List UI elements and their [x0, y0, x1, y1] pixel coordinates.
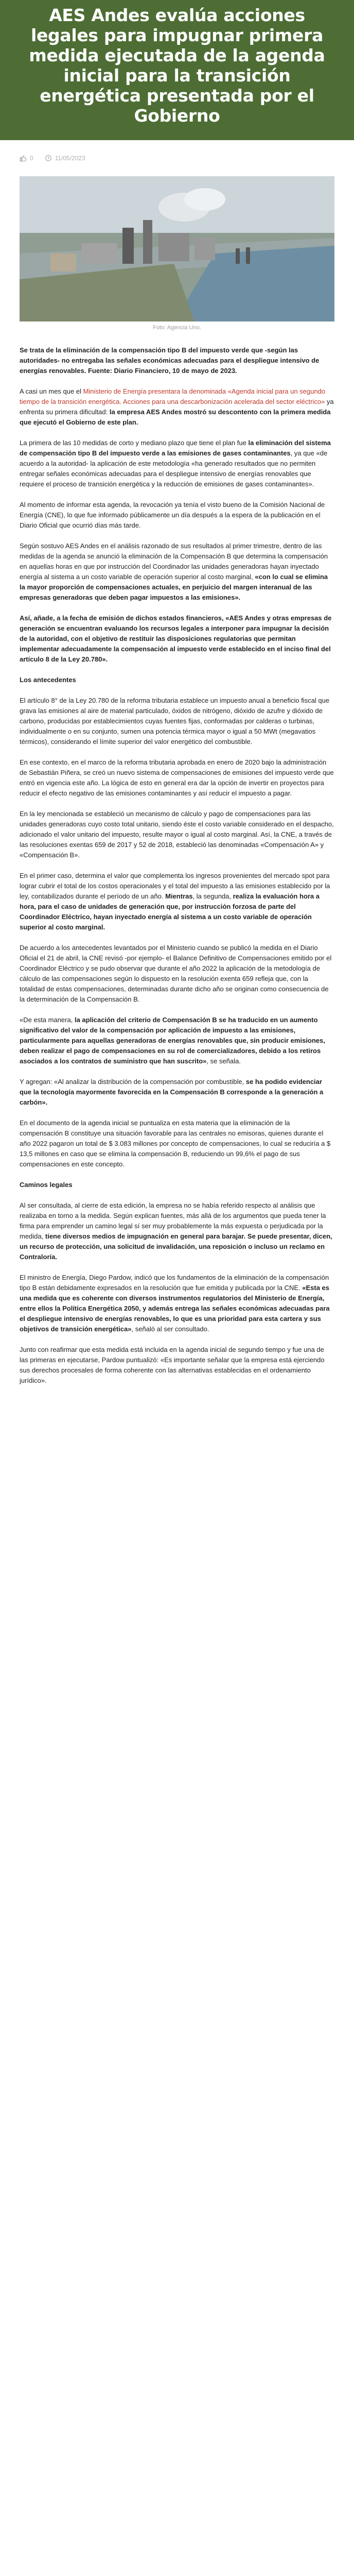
article-meta: [0, 140, 354, 176]
paragraph: A casi un mes que el Ministerio de Energía presentara la denominada «Agenda inicial para un segundo tiempo de la transición energética. Acciones para una descarbonización acelerada del sector eléctrico» ya enfrenta su primera dificultad: la empresa AES Andes mostró su descontento con la primera medida que ejecutó el Gobierno de este plan.: [20, 387, 334, 426]
paragraph: Al ser consultada, al cierre de esta edición, la empresa no se había referido respecto al análisis que realizaba en torno a la medida. Según explican fuentes, más allá de los argumentos que pueda tener la firma para emprender un camino legal sí ser muy probablemente la más expuesta o perjudicada por la medida, tiene diversos medios de impugnación en general para barajar. Se puede presentar, dicen, un recurso de protección, una solicitud de invalidación, una reposición o incluso un reclamo en Contraloría.: [20, 1201, 332, 1261]
paragraph: El ministro de Energía, Diego Pardow, indicó que los fundamentos de la eliminación de la compensación tipo B están debidamente expresados en la resolución que fue emitida y publicada por la CNE. «Esta es una medida que es coherente con diversos instrumentos regulatorios del Ministerio de Energía, entre ellos la Política Energética 2050, y además entrega las señales económicas adecuadas para el despliegue intensivo de energías renovables, lo que es una prioridad para esta cartera y sus objetivos de transición energética», señaló al ser consultado.: [20, 1274, 330, 1333]
article-header: [0, 0, 354, 140]
like-count: 0: [30, 155, 33, 162]
lead-paragraph: Se trata de la eliminación de la compensación tipo B del impuesto verde que -según las autoridades- no entregaba las señales económicas adecuadas para el despliegue intensivo de energías renovables. Fuente: Diario Financiero, 10 de mayo de 2023.: [20, 346, 320, 375]
paragraph: Y agregan: «Al analizar la distribución de la compensación por combustible, se ha podido evidenciar que la tecnología mayormente favorecida en la Compensación B corresponde a la generación a carbón».: [20, 1078, 324, 1106]
section-heading: Los antecedentes: [20, 676, 76, 684]
paragraph: Así, añade, a la fecha de emisión de dichos estados financieros, «AES Andes y otras empresas de generación se encuentran evaluando los recursos legales a interponer para impugnar la decisión de la autoridad, con el objetivo de restituir las disposiciones regulatorias que permitan implementar adecuadamente la compensación al impuesto verde establecido en el inciso final del artículo 8 de la Ley 20.780».: [20, 614, 332, 663]
section-heading: Caminos legales: [20, 1181, 73, 1189]
publish-date: 11/05/2023: [55, 155, 85, 162]
paragraph: «De esta manera, la aplicación del criterio de Compensación B se ha traducido en un aumento significativo del valor de la compensación por aplicación de impuesto a las emisiones, particularmente para aquellas generadoras de energías renovables que, sin producir emisiones, deben realizar el pago de compensaciones en su rol de comercializadores, debido a los retiros asociados a los contratos de suministro que han suscrito», se señala.: [20, 1016, 325, 1065]
article-body: [0, 334, 354, 1417]
clock-icon: [45, 155, 52, 162]
photo-caption: Foto: Agencia Uno.: [153, 325, 201, 331]
paragraph: La primera de las 10 medidas de corto y mediano plazo que tiene el plan fue la eliminación del sistema de compensación tipo B del impuesto verde a las emisiones de gases contaminantes, ya que «de acuerdo a la autoridad- la aplicación de este metodología «ha generado resultados que no permiten entregar señales económicas adecuadas para el despliegue intensivo de energías renovables que requiere el proceso de transición energética y la reducción de emisiones de gases contaminantes».: [20, 439, 331, 488]
paragraph: Al momento de informar esta agenda, la revocación ya tenía el visto bueno de la Comisión Nacional de Energía (CNE), lo que fue informado públicamente un día después a la espera de la publicación en el Diario Oficial que ocurrió días más tarde.: [20, 501, 325, 529]
article-photo: [20, 176, 334, 321]
paragraph: En ese contexto, en el marco de la reforma tributaria aprobada en enero de 2020 bajo la administración de Sebastián Piñera, se creó un nuevo sistema de compensaciones de emisiones del impuesto verde que entró en vigencia este año. La lógica de esto en general era dar la opción de invertir en proyectos para reducir el efecto negativo de las emisiones contaminantes y así reducir el impuesto a pagar.: [20, 758, 334, 797]
paragraph: Según sostuvo AES Andes en el análisis razonado de sus resultados al primer trimestre, dentro de las medidas de la agenda se anunció la eliminación de la Compensación B que determina la compensación en aquellas horas en que por instrucción del Coordinador las unidades generadoras hayan inyectado energía al sistema a un costo variable de operación superior al costo marginal, «con lo cual se elimina la mayor proporción de compensaciones actuales, en perjuicio del margen interanual de las empresas generadoras que deben pagar impuestos a las emisiones».: [20, 542, 328, 601]
ministry-agenda-link[interactable]: Ministerio de Energía presentara la denominada «Agenda inicial para un segundo tiempo de la transición energética. Acciones para una descarbonización acelerada del sector eléctrico»: [20, 387, 326, 405]
article-title: AES Andes evalúa acciones legales para impugnar primera medida ejecutada de la agenda inicial para la transición energética presentada por el Gobierno: [29, 5, 325, 126]
article-figure: [20, 176, 334, 334]
paragraph: En el primer caso, determina el valor que complementa los ingresos provenientes del mercado spot para lograr cubrir el total de los costos operacionales y el total del impuesto a las emisiones establecido por la ley, contabilizados durante el período de un año. Mientras, la segunda, realiza la evaluación hora a hora, para el caso de unidades de generación que, por instrucción forzosa de parte del Coordinador Eléctrico, hayan inyectado energía al sistema a un costo variable de operación superior al costo marginal.: [20, 872, 330, 931]
paragraph: El artículo 8° de la Ley 20.780 de la reforma tributaria establece un impuesto anual a beneficio fiscal que grava las emisiones al aire de material particulado, óxidos de nitrógeno, dióxido de azufre y dióxido de carbono, producidas por establecimientos cuyas fuentes fijas, conformadas por calderas o turbinas, individualmente o en su conjunto, sumen una potencia térmica mayor o igual a 50 MWt (megavatios térmicos), considerando el límite superior del valor energético del combustible.: [20, 697, 330, 745]
paragraph: En el documento de la agenda inicial se puntualiza en esta materia que la eliminación de la compensación B constituye una situación favorable para las centrales no emisoras, quienes durante el año 2022 pagaron un total de $ 3.083 millones por concepto de compensaciones, lo cual se reduciría a $ 13,5 millones en caso que se elimina la compensación B, reduciendo un 99,6% el pago de sus compensaciones en este concepto.: [20, 1119, 331, 1168]
like-icon[interactable]: [20, 155, 27, 162]
paragraph: Junto con reafirmar que esta medida está incluida en la agenda inicial de segundo tiempo y fue una de las primeras en ejecutarse, Pardow puntualizó: «Es importante señalar que la empresa está ejerciendo sus derechos procesales de forma coherente con las alternativas establecidas en el ordenamiento jurídico».: [20, 1346, 325, 1384]
paragraph: De acuerdo a los antecedentes levantados por el Ministerio cuando se publicó la medida en el Diario Oficial el 21 de abril, la CNE revisó -por ejemplo- el Balance Definitivo de Compensaciones emitido por el Coordinador Eléctrico y se pudo observar que durante el año 2022 la aplicación de la metodología de cálculo de las compensaciones según lo dispuesto en la resolución exenta 659 refleja que, con la totalidad de estas compensaciones, determinadas durante dicho año se originan como consecuencia de la determinación de la Compensación B.: [20, 944, 332, 1003]
paragraph: En la ley mencionada se estableció un mecanismo de cálculo y pago de compensaciones para las unidades generadoras cuyo costo total unitario, siendo éste el costo variable considerado en el despacho, adicionado el valor unitario del impuesto, resulte mayor o igual al costo marginal. Así, la CNE, a través de las resoluciones exentas 659 de 2017 y 52 de 2018, estableció las denominadas «Compensación A» y «Compensación B».: [20, 810, 334, 859]
